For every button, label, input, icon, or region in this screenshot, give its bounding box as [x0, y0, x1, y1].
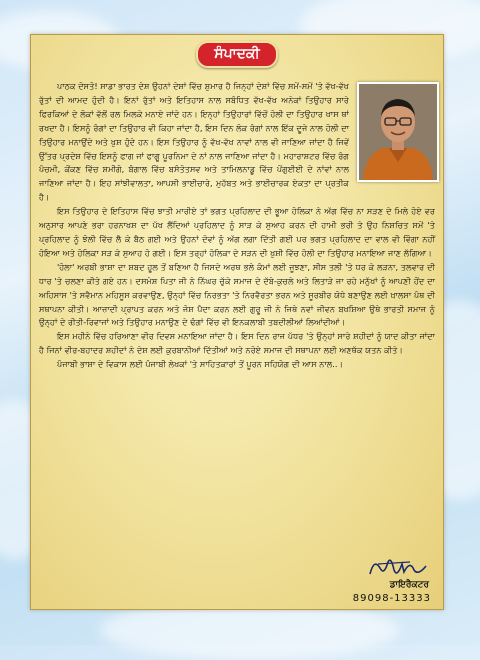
signature-icon	[364, 554, 434, 582]
paragraph: 'ਹੋਲਾ' ਅਰਬੀ ਭਾਸ਼ਾ ਦਾ ਸ਼ਬਦ ਹੂਲ ਤੋਂ ਬਣਿਆ ਹੈ ਜਿਸਦੇ ਅਰਥ ਭਲੇ ਕੰਮਾਂ ਲਈ ਜੂਝਣਾ, ਸੀਸ ਤਲੀ 'ਤੇ ਧਰ ਕੇ ਲੜਨਾ, ਤਲਵਾਰ ਦੀ ਧਾਰ 'ਤੇ ਚਲਣਾ ਕੀਤੇ ਗਏ ਹਨ। ਦਸਮੇਸ਼ ਪਿਤਾ ਜੀ ਨੇ ਨਿੱਘਰ ਚੁੱਕੇ ਸਮਾਜ ਦੇ ਦੱਬੇ-ਕੁਚਲੇ ਅਤੇ ਲਿਤਾੜੇ ਜਾ ਰਹੇ ਮਨੁੱਖਾਂ ਨੂੰ ਆਪਣੀ ਹੋਂਦ ਦਾ ਅਹਿਸਾਸ 'ਤੇ ਸਵੈਮਾਨ ਮਹਿਸੂਸ ਕਰਵਾਉਣ, ਉਨ੍ਹਾਂ ਵਿੱਚ ਨਿਰਭਤਾ 'ਤੇ ਨਿਰਵੈਰਤਾ ਭਰਨ ਅਤੇ ਸੂਰਬੀਰ ਯੋਧੇ ਬਣਾਉਣ ਲਈ ਖ਼ਾਲਸਾ ਪੰਥ ਦੀ ਸਥਾਪਨਾ ਕੀਤੀ। ਆਜ਼ਾਦੀ ਪ੍ਰਾਪਤ ਕਰਨ ਅਤੇ ਜੋਸ਼ ਪੈਦਾ ਕਰਨ ਲਈ ਗੁਰੂ ਜੀ ਨੇ ਜਿਥੇ ਨਵਾਂ ਜੀਵਨ ਬਖਸ਼ਿਆ ਉਥੇ ਭਾਰਤੀ ਸਮਾਜ ਨੂੰ ਉਨ੍ਹਾਂ ਦੇ ਰੀਤੀ-ਰਿਵਾਜਾਂ ਅਤੇ ਤਿਉਹਾਰ ਮਨਾਉਣ ਦੇ ਢੰਗਾਂ ਵਿੱਚ ਵੀ ਇਨਕਲਾਬੀ ਤਬਦੀਲੀਆਂ ਲਿਆਂਦੀਆਂ।	[39, 261, 435, 328]
signature-phone: 89098-13333	[352, 593, 431, 604]
editorial-body	[39, 80, 435, 372]
signature-role: ਡਾਇਰੈਕਟਰ	[389, 580, 429, 590]
paragraph: ਇਸ ਤਿਉਹਾਰ ਦੇ ਇਤਿਹਾਸ ਵਿੱਚ ਝਾਤੀ ਮਾਰੀਏ ਤਾਂ ਭਗਤ ਪ੍ਰਹਿਲਾਦ ਦੀ ਭੂਆ ਹੋਲਿਕਾ ਨੇ ਅੱਗ ਵਿੱਚ ਨਾ ਸੜਣ ਦੇ ਮਿਲੇ ਹੋਏ ਵਰ ਅਨੁਸਾਰ ਆਪਣੇ ਭਰਾ ਹਰਨਾਖਸ਼ ਦਾ ਪੱਖ ਲੈਂਦਿਆਂ ਪ੍ਰਹਿਲਾਦ ਨੂੰ ਸਾੜ ਕੇ ਸੁਆਹ ਕਰਨ ਦੀ ਹਾਮੀ ਭਰੀ ਤੇ ਉਹ ਨਿਸ਼ਚਿਤ ਸਮੇਂ 'ਤੇ ਪ੍ਰਹਿਲਾਦ ਨੂੰ ਝੋਲੀ ਵਿੱਚ ਲੈ ਕੇ ਬੈਠ ਗਈ ਅਤੇ ਉਹਨਾਂ ਦੋਵਾਂ ਨੂੰ ਅੱਗ ਲਗਾ ਦਿੱਤੀ ਗਈ ਪਰ ਭਗਤ ਪ੍ਰਹਿਲਾਦ ਦਾ ਵਾਲ ਵੀ ਵਿੰਗਾ ਨਹੀਂ ਹੋਇਆ ਅਤੇ ਹੋਲਿਕਾ ਸੜ ਕੇ ਸੁਆਹ ਹੋ ਗਈ। ਇਸ ਤਰ੍ਹਾਂ ਹੋਲਿਕਾ ਦੇ ਸੜਨ ਦੀ ਖੁਸ਼ੀ ਵਿੱਚ ਹੋਲੀ ਦਾ ਤਿਉਹਾਰ ਮਨਾਇਆ ਜਾਣ ਲੱਗਿਆ।	[39, 206, 435, 258]
paragraph: ਇਸ ਮਹੀਨੇ ਵਿੱਚ ਹਰਿਆਣਾ ਵੀਰ ਦਿਵਸ ਮਨਾਇਆ ਜਾਂਦਾ ਹੈ। ਇਸ ਦਿਨ ਰਾਜ ਪੱਧਰ 'ਤੇ ਉਨ੍ਹਾਂ ਸਾਰੇ ਸ਼ਹੀਦਾਂ ਨੂੰ ਯਾਦ ਕੀਤਾ ਜਾਂਦਾ ਹੈ ਜਿਨਾਂ ਵੀਰ-ਬਹਾਦਰ ਸ਼ਹੀਦਾਂ ਨੇ ਦੇਸ਼ ਲਈ ਕੁਰਬਾਨੀਆਂ ਦਿੱਤੀਆਂ ਅਤੇ ਨਰੋਏ ਸਮਾਜ ਦੀ ਸਥਾਪਨਾ ਲਈ ਅਣਥੱਕ ਯਤਨ ਕੀਤੇ।	[39, 331, 435, 356]
title-wrap	[31, 41, 443, 68]
paragraph: ਪਾਠਕ ਦੋਸਤੋ! ਸਾਡਾ ਭਾਰਤ ਦੇਸ਼ ਉਹਨਾਂ ਦੇਸ਼ਾਂ ਵਿੱਚ ਸ਼ੁਮਾਰ ਹੈ ਜਿਨ੍ਹਾਂ ਦੇਸ਼ਾਂ ਵਿੱਚ ਸਮੇਂ-ਸਮੇਂ 'ਤੇ ਵੱਖ-ਵੱਖ ਰੁੱਤਾਂ ਦੀ ਆਮਦ ਹੁੰਦੀ ਹੈ। ਇਨਾਂ ਰੁੱਤਾਂ ਅਤੇ ਇਤਿਹਾਸ ਨਾਲ ਸਬੰਧਿਤ ਵੱਖ-ਵੱਖ ਅਨੇਕਾਂ ਤਿਉਹਾਰ ਸਾਰੇ ਫਿਰਕਿਆਂ ਦੇ ਲੋਕਾਂ ਵੱਲੋਂ ਰਲ ਮਿਲਕੇ ਮਨਾਏ ਜਾਂਦੇ ਹਨ। ਇਨ੍ਹਾਂ ਤਿਉਹਾਰਾਂ ਵਿੱਚੋਂ ਹੋਲੀ ਦਾ ਤਿਉਹਾਰ ਖਾਸ ਥਾਂ ਰਖਦਾ ਹੈ। ਇਸਨੂੰ ਰੰਗਾਂ ਦਾ ਤਿਉਹਾਰ ਵੀ ਕਿਹਾ ਜਾਂਦਾ ਹੈ, ਇਸ ਦਿਨ ਲੋਕ ਰੰਗਾਂ ਨਾਲ ਇੱਕ ਦੂਜੇ ਨਾਲ ਹੋਲੀ ਦਾ ਤਿਉਹਾਰ ਮਨਾਉਂਦੇ ਅਤੇ ਖੁਸ਼ ਹੁੰਦੇ ਹਨ। ਇਸ ਤਿਉਹਾਰ ਨੂੰ ਵੱਖ-ਵੱਖ ਨਾਵਾਂ ਨਾਲ ਵੀ ਜਾਣਿਆ ਜਾਂਦਾ ਹੈ ਜਿਵੇਂ ਉੱਤਰ ਪ੍ਰਦੇਸ਼ ਵਿੱਚ ਇਸਨੂੰ ਫਾਗ ਜਾਂ ਫਾਗੂ ਪੂਰਨਿਮਾ ਦੇ ਨਾਂ ਨਾਲ ਜਾਣਿਆ ਜਾਂਦਾ ਹੈ। ਮਹਾਰਾਸ਼ਟਰ ਵਿੱਚ ਰੰਗ ਪੰਚਮੀ, ਕੋਂਕਣ ਵਿੱਚ ਸ਼ਮੀਗੋ, ਬੰਗਾਲ ਵਿੱਚ ਬਸੰਤੋਤਸਵ ਅਤੇ ਤਾਮਿਲਨਾਡੂ ਵਿੱਚ ਪੋਂਗੁਈਈ ਦੇ ਨਾਂਵਾਂ ਨਾਲ ਜਾਣਿਆ ਜਾਂਦਾ ਹੈ। ਇਹ ਸਾਂਝੀਵਾਲਤਾ, ਆਪਸੀ ਭਾਈਚਾਰੇ, ਮੁਹੱਬਤ ਅਤੇ ਭਾਈਚਾਰਕ ਏਕਤਾ ਦਾ ਪ੍ਰਤੀਕ ਹੈ।	[39, 81, 349, 203]
page-title: ਸੰਪਾਦਕੀ	[196, 41, 277, 68]
editorial-panel	[30, 34, 444, 610]
photo-spacer	[349, 80, 435, 184]
paragraph: ਪੰਜਾਬੀ ਭਾਸ਼ਾ ਦੇ ਵਿਕਾਸ ਲਈ ਪੰਜਾਬੀ ਲੇਖਕਾਂ 'ਤੇ ਸਾਹਿਤਕਾਰਾਂ ਤੋਂ ਪੂਰਨ ਸਹਿਯੋਗ ਦੀ ਆਸ ਨਾਲ..।	[57, 359, 344, 370]
